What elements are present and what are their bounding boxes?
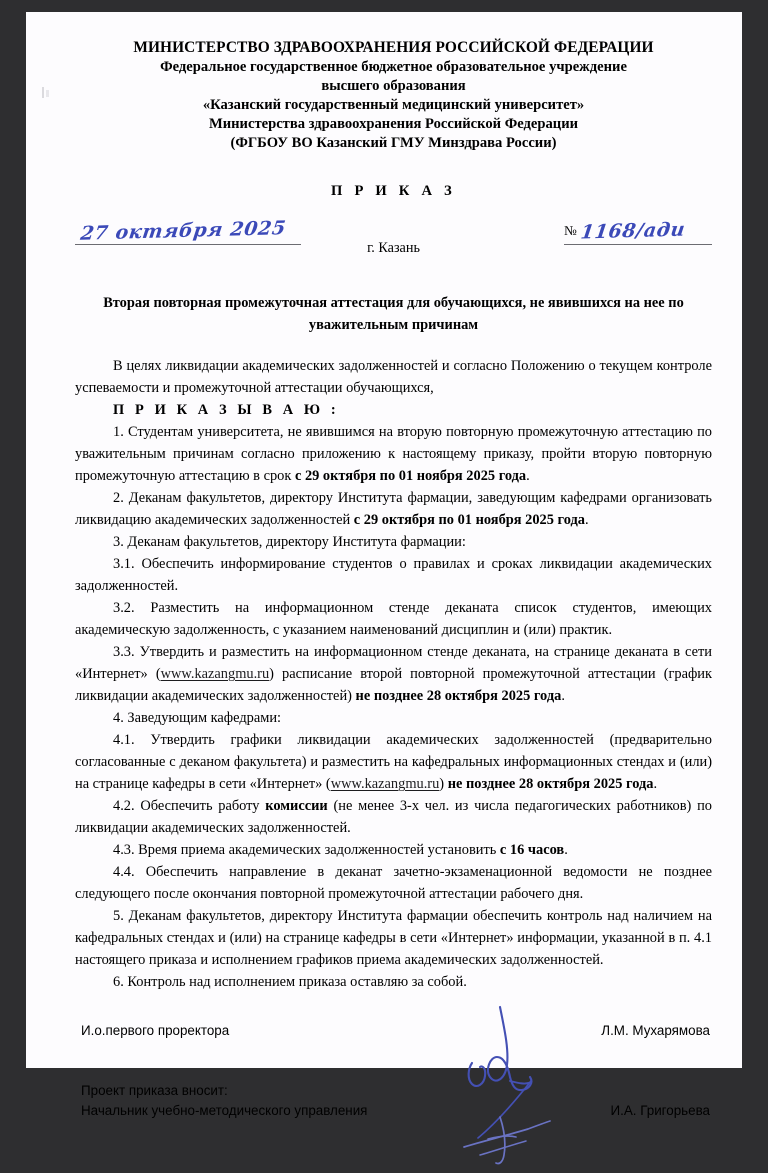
drafter-role: Начальник учебно-методического управления <box>81 1103 368 1119</box>
letterhead-line-4: «Казанский государственный медицинский университет» <box>202 96 585 113</box>
order-number-label: № <box>564 222 577 238</box>
clause-2 <box>75 487 712 531</box>
clause-4-2-text-2: (не менее 3-х чел. из числа педагогических работников) по ликвидации академических задолженностей. <box>75 798 712 837</box>
clause-3-3-deadline: не позднее 28 октября 2025 года <box>355 687 562 704</box>
clause-2-dates: с 29 октября по 01 ноября 2025 года <box>353 511 585 528</box>
clause-3-2: 3.2. Разместить на информационном стенде деканата список студентов, имеющих академическую задолженность, с указанием наименований дисциплин и (или) практик. <box>75 599 712 638</box>
clause-3-3 <box>75 641 712 707</box>
clause-4-3-text: 4.3. Время приема академических задолженностей установить <box>113 842 500 859</box>
letterhead-line-5: Министерства здравоохранения Российской Федерации <box>208 115 579 132</box>
clause-2-text: 2. Деканам факультетов, директору Института фармации, заведующим кафедрами организовать ликвидацию академических задолженностей <box>75 489 712 528</box>
drafter-intro: Проект приказа вносит: <box>81 1083 228 1099</box>
drafter-row <box>75 1083 712 1163</box>
signature-block <box>75 1023 712 1173</box>
clause-3-3-text-2: ) расписание второй повторной промежуточной аттестации (график ликвидации академических задолженностей) <box>75 665 712 704</box>
clause-4-3 <box>75 839 712 861</box>
clause-4-3-end: . <box>564 842 568 859</box>
clause-6: 6. Контроль над исполнением приказа оставляю за собой. <box>113 974 467 991</box>
clause-4-1-text-2: ) <box>439 776 448 793</box>
signer-name: Л.М. Мухарямова <box>601 1023 710 1039</box>
clause-4-4: 4.4. Обеспечить направление в деканат зачетно-экзаменационной ведомости не позднее следующего после окончания повторной промежуточной аттестации рабочего дня. <box>75 864 712 903</box>
order-city: г. Казань <box>367 239 420 256</box>
signer-role: И.о.первого проректора <box>81 1023 230 1039</box>
clause-1-end: . <box>526 467 530 484</box>
clause-1-text: 1. Студентам университета, не явившимся на вторую повторную промежуточную аттестацию по уважительным причинам согласно приложению к настоящему приказу, пройти вторую повторную промежуточную аттестацию в срок <box>75 423 712 484</box>
scan-artifact <box>42 87 50 98</box>
clause-3-3-text: 3.3. Утвердить и разместить на информационном стенде деканата, на странице деканата в сети «Интернет» ( <box>75 643 712 682</box>
document-title: Вторая повторная промежуточная аттестация для обучающихся, не явившихся на нее по уважительным причинам <box>103 294 684 334</box>
letterhead-line-6: (ФГБОУ ВО Казанский ГМУ Минздрава России) <box>230 134 557 151</box>
clause-1-dates: с 29 октября по 01 ноября 2025 года <box>294 467 527 484</box>
clause-2-end: . <box>584 511 589 528</box>
drafter-name: И.А. Григорьева <box>610 1103 710 1119</box>
signer-row <box>75 1023 712 1045</box>
clause-4-1-end: . <box>653 776 658 793</box>
clause-3-3-end: . <box>561 687 565 704</box>
document-page <box>26 12 742 1119</box>
kazangmu-link[interactable]: www.kazangmu.ru <box>160 665 270 682</box>
kazangmu-link-2[interactable]: www.kazangmu.ru <box>330 776 440 793</box>
clause-4: 4. Заведующим кафедрами: <box>113 710 282 727</box>
command-heading: П Р И К А З Ы В А Ю : <box>113 401 340 418</box>
order-number-field <box>564 220 712 245</box>
clause-3-1: 3.1. Обеспечить информирование студентов о правилах и сроках ликвидации академических задолженностей. <box>75 555 712 594</box>
order-heading: П Р И К А З <box>331 182 456 199</box>
clause-4-2 <box>75 795 712 839</box>
letterhead-line-1: МИНИСТЕРСТВО ЗДРАВООХРАНЕНИЯ РОССИЙСКОЙ ФЕДЕРАЦИИ <box>133 39 654 56</box>
letterhead-line-2: Федеральное государственное бюджетное образовательное учреждение <box>160 59 627 76</box>
letterhead <box>75 12 712 153</box>
order-meta-row <box>75 210 712 266</box>
letterhead-line-3: высшего образования <box>321 77 466 94</box>
document-body <box>75 355 712 994</box>
clause-4-1-text: 4.1. Утвердить графики ликвидации академических задолженностей (предварительно согласованные с деканом факультета) и разместить на кафедральных информационных стендах и (или) на странице кафедры в сети «Интернет» ( <box>75 732 712 793</box>
order-date-handwritten: 27 октября 2025 <box>79 216 288 245</box>
clause-4-2-emphasis: комиссии <box>265 798 328 815</box>
clause-4-1-deadline: не позднее 28 октября 2025 года <box>447 776 654 793</box>
clause-4-2-text: 4.2. Обеспечить работу <box>113 798 266 815</box>
order-number-handwritten: 1168/ади <box>579 218 687 244</box>
preamble-paragraph: В целях ликвидации академических задолженностей и согласно Положению о текущем контроле успеваемости и промежуточной аттестации обучающихся, <box>75 357 712 396</box>
clause-5: 5. Деканам факультетов, директору Института фармации обеспечить контроль над наличием на кафедральных стендах и (или) на странице кафедры в сети «Интернет» информации, указанной в п. 4.1 настоящего приказа и исполнением графиков приема академических задолженностей. <box>75 908 712 969</box>
clause-3: 3. Деканам факультетов, директору Института фармации: <box>113 533 466 550</box>
clause-4-3-time: с 16 часов <box>499 842 565 859</box>
clause-1 <box>75 421 712 487</box>
order-number-rule <box>564 244 712 245</box>
clause-4-1 <box>75 729 712 795</box>
